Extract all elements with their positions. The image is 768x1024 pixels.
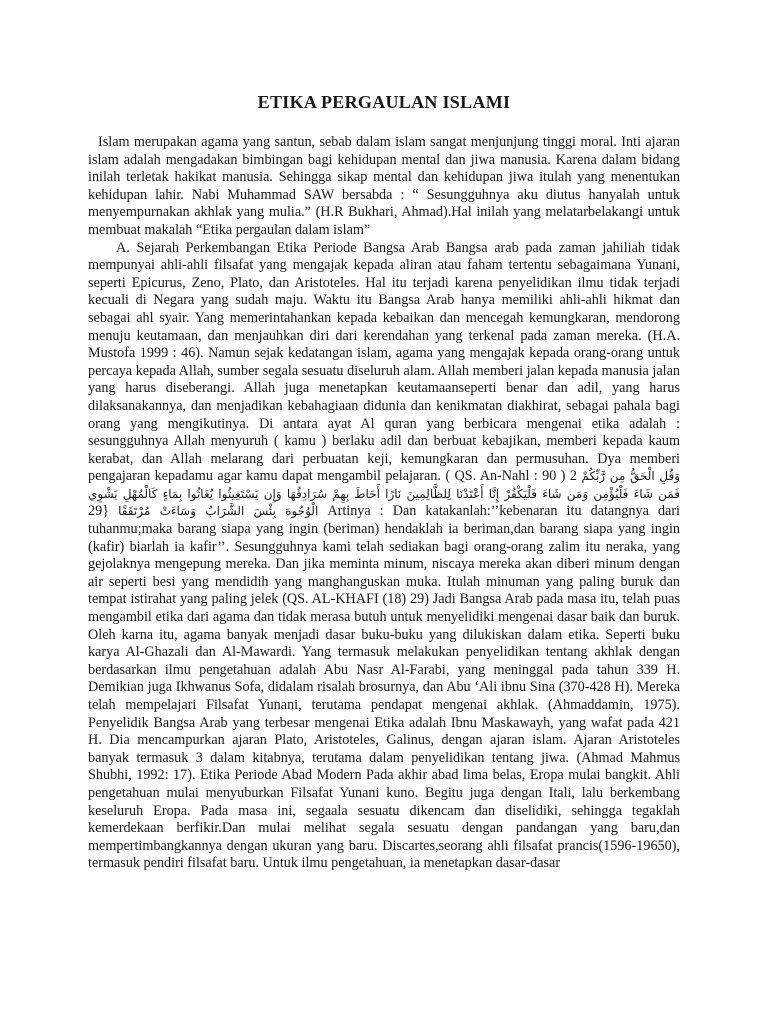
paragraph-history-text: A. Sejarah Perkembangan Etika Periode Bangsa Arab Bangsa arab pada zaman jahiliah tidak mempunyai ahli-ahli filsafat yang mengajak kepada aliran atau faham tertentu sebagaimana Yunani, seperti Epicurus, Zeno, Plato, dan Aristoteles. Hal itu terjadi karena penyelidikan ilmu tidak terjadi kecuali di Negara yang sudah maju. Waktu itu Bangsa Arab hanya memiliki ahli-ahli hikmat dan sebagai ahl syair. Yang memerintahankan kepada kebaikan dan mencegah kemungkaran, mendorong menuju keutamaan, dan menjauhkan diri dari kerendahan yang terkenal pada zaman mereka. (H.A. Mustofa 1999 : 46). Namun sejak kedatangan islam, agama yang mengajak kepada orang-orang untuk percaya kepada Allah, sumber segala sesuatu diseluruh alam. Allah memberi jalan kepada manusia jalan yang harus diseberangi. Allah juga menetapkan keutamaanseperti benar dan adil, yang harus dilaksanakannya, dan menjadikan kebahagiaan didunia dan kenikmatan diakhirat, sebagai pahala bagi orang yang mengikutinya. Di antara ayat Al quran yang berbicara mengenai etika adalah : sesungguhnya Allah menyuruh ( kamu ) berlaku adil dan berbuat kebajikan, memberi kepada kaum kerabat, dan Allah melarang dari perbuatan keji, kemungkaran dan permusuhan. Dya memberi pengajaran kepadamu agar kamu dapat mengambil pelajaran. ( QS. An-Nahl : 90 ) 2	[88, 239, 680, 485]
paragraph-history	[88, 240, 680, 873]
paragraph-intro: Islam merupakan agama yang santun, sebab dalam islam sangat menjunjung tinggi moral. Inti ajaran islam adalah mengadakan bimbingan bagi kehidupan mental dan jiwa manusia. Karena dalam bidang inilah terletak hakikat manusia. Sehingga sikap mental dan kehidupan jiwa itulah yang menentukan kehidupan lahir. Nabi Muhammad SAW bersabda : “ Sesungguhnya aku diutus hanyalah untuk menyempurnakan akhlak yang mulia.” (H.R Bukhari, Ahmad).Hal inilah yang melatarbelakangi untuk membuat makalah “Etika pergaulan dalam islam”	[88, 134, 680, 238]
paragraph-history-continued: {29 Artinya : Dan katakanlah:’’kebenaran itu datangnya dari tuhanmu;maka barang siapa yang ingin (beriman) hendaklah ia beriman,dan barang siapa yang ingin (kafir) biarlah ia kafir’’. Sesungguhnya kami telah sediakan bagi orang-orang zalim itu neraka, yang gejolaknya mengepung mereka. Dan jika meminta minum, niscaya mereka akan diberi minum dengan air seperti besi yang mendidih yang manghanguskan muka. Itulah minuman yang paling buruk dan tempat istirahat yang paling jelek (QS. AL-KHAFI (18) 29) Jadi Bangsa Arab pada masa itu, telah puas mengambil etika dari agama dan tidak merasa butuh untuk menyelidiki mengenai dasar baik dan buruk. Oleh karna itu, agama banyak menjadi dasar buku-buku yang dilukiskan dalam etika. Seperti buku karya Al-Ghazali dan Al-Mawardi. Yang termasuk melakukan penyelidikan tentang akhlak dengan berdasarkan ilmu pengetahuan adalah Abu Nasr Al-Farabi, yang meninggal pada tahun 339 H. Demikian juga Ikhwanus Sofa, didalam risalah brosurnya, dan Abu ‘Ali ibnu Sina (370-428 H). Mereka telah mempelajari Filsafat Yunani, terutama pendapat mengenai akhlak. (Ahmaddamin, 1975). Penyelidik Bangsa Arab yang terbesar mengenai Etika adalah Ibnu Maskawayh, yang wafat pada 421 H. Dia mencampurkan ajaran Plato, Aristoteles, Galinus, dengan ajaran islam. Ajaran Aristoteles banyak termasuk 3 dalam kitabnya, terutama dalam penyelidikan tentang jiwa. (Ahmad Mahmus Shubhi, 1992: 17). Etika Periode Abad Modern Pada akhir abad lima belas, Eropa mulai bangkit. Ahli pengetahuan mulai menyuburkan Filsafat Yunani kuno. Begitu juga dengan Itali, lalu berkembang keseluruh Eropa. Pada masa ini, segaala sesuatu dikencam dan diselidiki, sehingga tegaklah kemerdekaan berfikir.Dan mulai melihat segala sesuatu dengan pandangan yang baru,dan mempertimbangkannya dengan ukuran yang baru. Discartes,seorang ahli filsafat prancis(1596-19650), termasuk pendiri filsafat baru. Untuk ilmu pengetahuan, ia menetapkan dasar-dasar	[88, 503, 681, 872]
body-text	[88, 134, 680, 873]
arabic-verse: وَقُلِ الْحَقُّ مِن رَّبِّكُمْ فَمَن شَاءَ فَلْيُؤْمِن وَمَن شَاءَ فَلْيَكْفُرْ إِنَّا أَعْتَدْنَا لِلظَّالِمِينَ نَارًا أَحَاطَ بِهِمْ سُرَادِقُهَا وَإِن يَسْتَغِيثُوا يُغَاثُوا بِمَاءٍ كَالْمُهْلِ يَشْوِي الْوُجُوهَ بِئْسَ الشَّرَابُ وَسَاءَتْ مُرْتَفَقًا	[88, 469, 681, 519]
page-title: ETIKA PERGAULAN ISLAMI	[257, 92, 511, 112]
